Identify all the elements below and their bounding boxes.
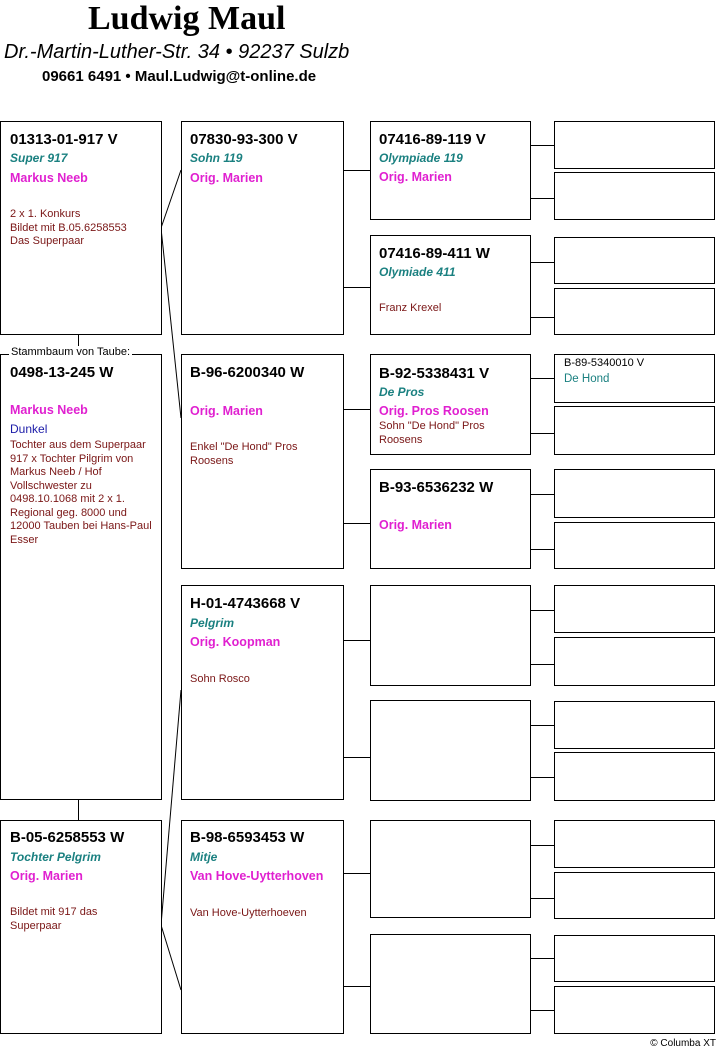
sire-pigeon-name: Super 917: [10, 151, 68, 165]
connector-line: [530, 898, 555, 899]
gen5-card-empty[interactable]: [554, 522, 715, 569]
gen5-card-empty[interactable]: [554, 288, 715, 335]
pedigree-legend: Stammbaum von Taube:: [11, 346, 131, 358]
subject-ring-number: 0498-13-245 W: [10, 364, 114, 381]
connector-line: [530, 198, 555, 199]
gen5-ring-number: B-89-5340010 V: [564, 357, 645, 369]
sire-breeder: Markus Neeb: [10, 171, 88, 185]
gen5-card[interactable]: [554, 354, 715, 403]
connector-line: [343, 757, 371, 758]
dam-breeder: Orig. Marien: [10, 869, 83, 883]
dam-pigeon-name: Tochter Pelgrim: [10, 850, 101, 864]
gen5-card-empty[interactable]: [554, 935, 715, 982]
great-grandparent-card[interactable]: [370, 354, 531, 455]
gen5-card-empty[interactable]: [554, 585, 715, 633]
ds-notes: Sohn Rosco: [190, 673, 250, 685]
gen5-card-empty[interactable]: [554, 752, 715, 801]
sdd-ring-number: B-93-6536232 W: [379, 479, 494, 496]
ss-breeder: Orig. Marien: [190, 171, 263, 185]
gen5-card-empty[interactable]: [554, 237, 715, 284]
connector-line: [343, 170, 371, 171]
connector-line: [530, 845, 555, 846]
grandsire-maternal-card[interactable]: [181, 585, 344, 800]
subject-card[interactable]: [0, 354, 162, 800]
connector-line: [530, 433, 555, 434]
gen5-pigeon-name: De Hond: [564, 373, 610, 385]
sd-breeder: Orig. Marien: [190, 404, 263, 418]
connector-line: [343, 640, 371, 641]
connector-line: [530, 317, 555, 318]
sss-pigeon-name: Olympiade 119: [379, 151, 463, 165]
gen5-card-empty[interactable]: [554, 469, 715, 518]
gen5-card-empty[interactable]: [554, 637, 715, 686]
connector-line: [530, 1010, 555, 1011]
connector-line: [343, 523, 371, 524]
connector-line: [530, 777, 555, 778]
great-grandparent-card[interactable]: [370, 469, 531, 569]
ssd-pigeon-name: Olymiade 411: [379, 265, 456, 279]
granddam-paternal-card[interactable]: [181, 354, 344, 569]
connector-line: [530, 958, 555, 959]
connector-line: [530, 262, 555, 263]
ds-breeder: Orig. Koopman: [190, 635, 281, 649]
connector-line: [530, 378, 555, 379]
dd-ring-number: B-98-6593453 W: [190, 829, 305, 846]
gen5-card-empty[interactable]: [554, 872, 715, 919]
ss-ring-number: 07830-93-300 V: [190, 131, 298, 148]
great-grandparent-card[interactable]: [370, 235, 531, 335]
sss-ring-number: 07416-89-119 V: [379, 131, 486, 148]
ds-ring-number: H-01-4743668 V: [190, 595, 301, 612]
dd-pigeon-name: Mitje: [190, 850, 218, 864]
connector-line: [530, 549, 555, 550]
connector-line: [530, 494, 555, 495]
dam-card[interactable]: [0, 820, 162, 1034]
breeder-address: Dr.-Martin-Luther-Str. 34 • 92237 Sulzb: [4, 41, 350, 63]
gen5-card-empty[interactable]: [554, 121, 715, 169]
gen5-card-empty[interactable]: [554, 820, 715, 868]
granddam-maternal-card[interactable]: [181, 820, 344, 1034]
gen5-card-empty[interactable]: [554, 701, 715, 749]
sds-pigeon-name: De Pros: [379, 385, 425, 399]
connector-line: [530, 725, 555, 726]
sire-ring-number: 01313-01-917 V: [10, 131, 118, 148]
connector-line: [530, 610, 555, 611]
great-grandparent-card-empty[interactable]: [370, 934, 531, 1034]
dd-breeder: Van Hove-Uytterhoven: [190, 869, 324, 883]
sd-ring-number: B-96-6200340 W: [190, 364, 305, 381]
sire-notes: 2 x 1. Konkurs Bildet mit B.05.6258553 Das Superpaar: [10, 208, 127, 247]
subject-color: Dunkel: [10, 422, 48, 436]
ds-pigeon-name: Pelgrim: [190, 616, 235, 630]
dam-notes: Bildet mit 917 das Superpaar: [10, 906, 98, 932]
great-grandparent-card-empty[interactable]: [370, 700, 531, 801]
great-grandparent-card-empty[interactable]: [370, 820, 531, 918]
ss-pigeon-name: Sohn 119: [190, 151, 243, 165]
great-grandparent-card-empty[interactable]: [370, 585, 531, 686]
gen5-card-empty[interactable]: [554, 986, 715, 1034]
subject-notes: Tochter aus dem Superpaar 917 x Tochter Pilgrim von Markus Neeb / Hof Vollschwester zu 0498.10.1068 mit 2 x 1. Regional geg. 8000 und 12000 Tauben bei Hans-Paul Esser: [10, 439, 152, 546]
connector-line: [343, 409, 371, 410]
footer-copyright: © Columba XT: [650, 1038, 716, 1049]
gen5-card-empty[interactable]: [554, 406, 715, 455]
sdd-breeder: Orig. Marien: [379, 518, 452, 532]
sds-breeder: Orig. Pros Roosen: [379, 404, 489, 418]
gen5-card-empty[interactable]: [554, 172, 715, 220]
breeder-contact: 09661 6491 • Maul.Ludwig@t-online.de: [42, 68, 317, 85]
dd-notes: Van Hove-Uytterhoeven: [190, 907, 307, 919]
connector-line: [343, 986, 371, 987]
connector-line: [530, 664, 555, 665]
grandsire-paternal-card[interactable]: [181, 121, 344, 335]
ssd-ring-number: 07416-89-411 W: [379, 245, 490, 262]
dam-ring-number: B-05-6258553 W: [10, 829, 125, 846]
ssd-notes: Franz Krexel: [379, 302, 442, 314]
sd-notes: Enkel "De Hond" Pros Roosens: [190, 441, 298, 467]
connector-line: [343, 873, 371, 874]
connector-line: [343, 287, 371, 288]
subject-breeder: Markus Neeb: [10, 403, 88, 417]
sds-ring-number: B-92-5338431 V: [379, 365, 490, 382]
sds-notes: Sohn "De Hond" Pros Roosens: [379, 420, 485, 446]
breeder-name-title: Ludwig Maul: [88, 0, 286, 37]
great-grandparent-card[interactable]: [370, 121, 531, 220]
sss-breeder: Orig. Marien: [379, 170, 452, 184]
connector-line: [530, 145, 555, 146]
sire-card[interactable]: [0, 121, 162, 335]
